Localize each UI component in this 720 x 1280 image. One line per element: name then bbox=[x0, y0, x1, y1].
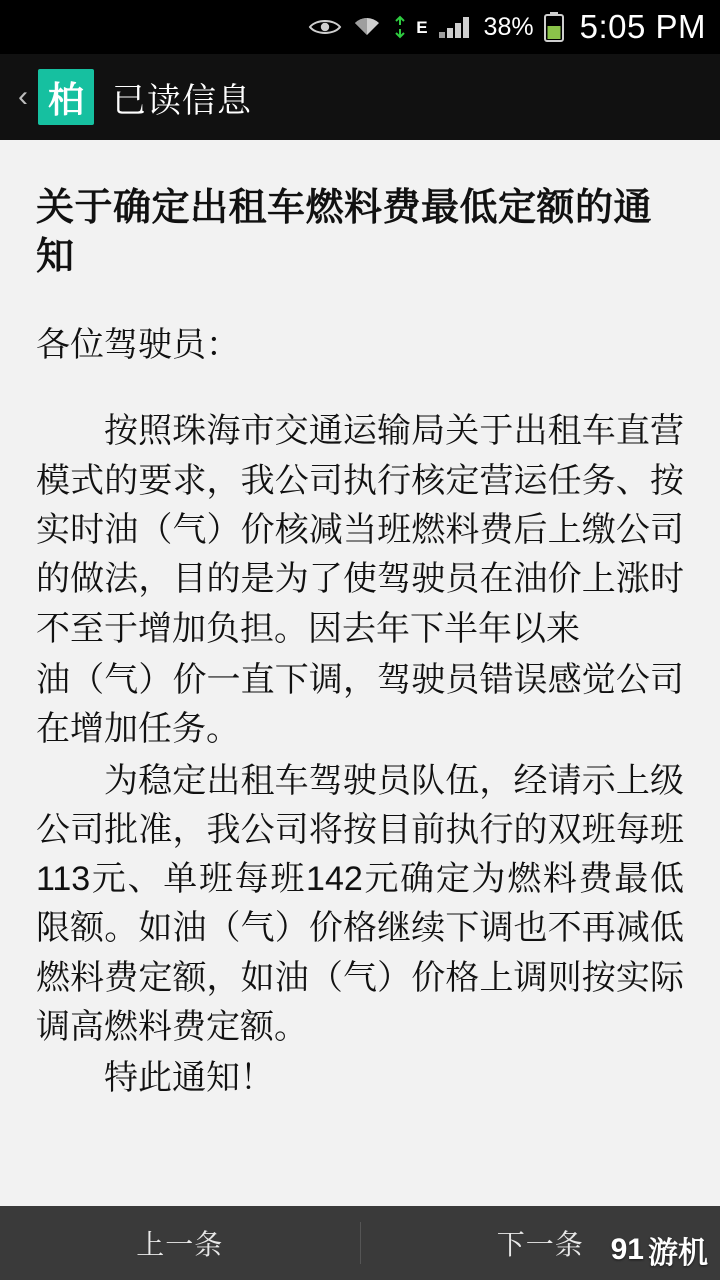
next-message-button[interactable]: 下一条 bbox=[496, 1229, 584, 1260]
battery-percent-label: 38% bbox=[483, 12, 534, 41]
action-bar bbox=[0, 54, 720, 140]
watermark-text: 游机 bbox=[648, 1237, 708, 1270]
edge-network-icon bbox=[392, 15, 408, 39]
watermark-number: 91 bbox=[610, 1233, 644, 1266]
document-paragraph: 为稳定出租车驾驶员队伍，经请示上级公司批准，我公司将按目前执行的双班每班113元、单班每班142元确定为燃料费最低限额。如油（气）价格继续下调也不再减低燃料费定额，如油（气）价格上调则按实际调高燃料费定额。 bbox=[36, 761, 684, 1046]
wifi-icon bbox=[352, 15, 382, 39]
document-paragraph: 油（气）价一直下调，驾驶员错误感觉公司在增加任务。 bbox=[36, 660, 684, 749]
document-title: 关于确定出租车燃料费最低定额的通知 bbox=[36, 187, 653, 278]
document-paragraph: 按照珠海市交通运输局关于出租车直营模式的要求，我公司执行核定营运任务、按实时油（气）价核减当班燃料费后上缴公司的做法，目的是为了使驾驶员在油价上涨时不至于增加负担。因去年下半年以来 bbox=[36, 412, 684, 648]
watermark bbox=[611, 1228, 708, 1272]
previous-message-button[interactable]: 上一条 bbox=[136, 1229, 224, 1260]
clock-label: 5:05 PM bbox=[579, 8, 706, 45]
back-icon[interactable]: ‹ bbox=[18, 80, 28, 113]
signal-icon bbox=[438, 15, 474, 39]
document-paragraph: 特此通知！ bbox=[104, 1059, 274, 1098]
message-content[interactable] bbox=[0, 140, 720, 1206]
status-bar bbox=[0, 0, 720, 54]
eye-icon bbox=[308, 16, 342, 38]
page-title: 已读信息 bbox=[112, 81, 252, 120]
battery-icon bbox=[544, 12, 564, 42]
app-logo-badge[interactable]: 柏 bbox=[38, 69, 94, 125]
edge-label: E bbox=[416, 17, 428, 37]
document-greeting: 各位驾驶员： bbox=[36, 326, 240, 365]
